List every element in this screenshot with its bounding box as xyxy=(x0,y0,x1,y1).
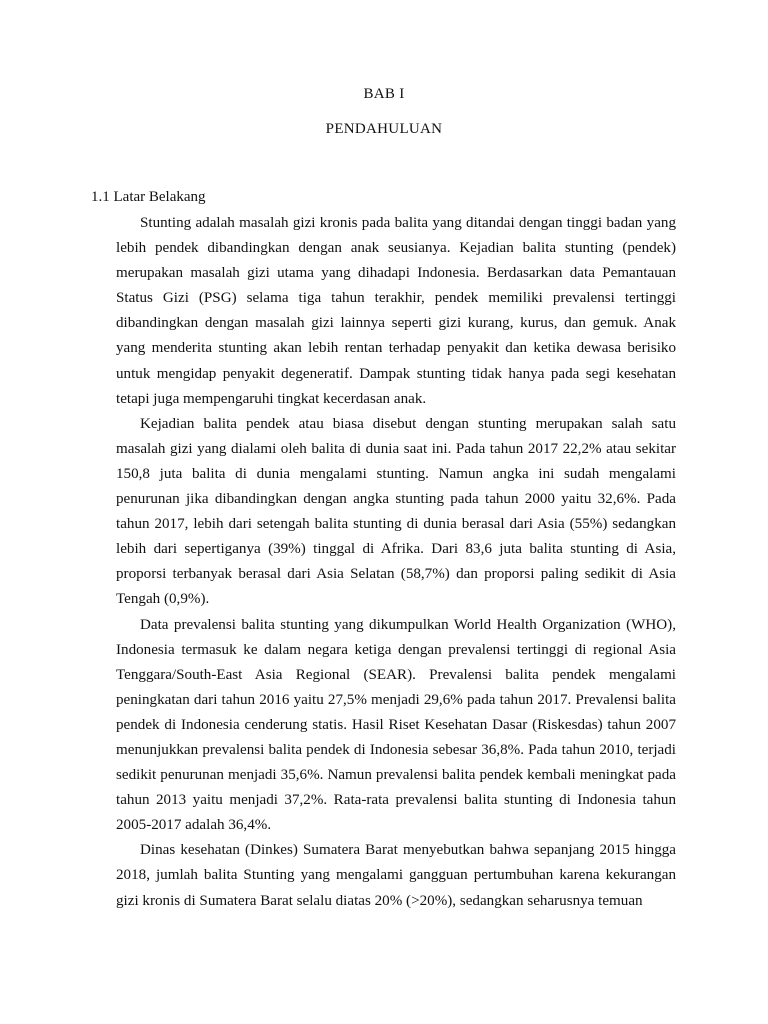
chapter-title: PENDAHULUAN xyxy=(325,121,443,137)
paragraph-3: Data prevalensi balita stunting yang dikumpulkan World Health Organization (WHO), Indonesia termasuk ke dalam negara ketiga dengan prevalensi tertinggi di regional Asia Tenggara/South-East Asia Regional (SEAR). Prevalensi balita pendek mengalami peningkatan dari tahun 2016 yaitu 27,5% menjadi 29,6% pada tahun 2017. Prevalensi balita pendek di Indonesia cenderung statis. Hasil Riset Kesehatan Dasar (Riskesdas) tahun 2007 menunjukkan prevalensi balita pendek di Indonesia sebesar 36,8%. Pada tahun 2010, terjadi sedikit penurunan menjadi 35,6%. Namun prevalensi balita pendek kembali meningkat pada tahun 2013 yaitu menjadi 37,2%. Rata-rata prevalensi balita stunting di Indonesia tahun 2005-2017 adalah 36,4%. xyxy=(116,616,676,834)
section-heading: 1.1 Latar Belakang xyxy=(91,189,206,205)
paragraph-1: Stunting adalah masalah gizi kronis pada balita yang ditandai dengan tinggi badan yang lebih pendek dibandingkan dengan anak seusianya. Kejadian balita stunting (pendek) merupakan masalah gizi utama yang dihadapi Indonesia. Berdasarkan data Pemantauan Status Gizi (PSG) selama tiga tahun terakhir, pendek memiliki prevalensi tertinggi dibandingkan dengan masalah gizi lainnya seperti gizi kurang, kurus, dan gemuk. Anak yang menderita stunting akan lebih rentan terhadap penyakit dan ketika dewasa berisiko untuk mengidap penyakit degeneratif. Dampak stunting tidak hanya pada segi kesehatan tetapi juga mempengaruhi tingkat kecerdasan anak. xyxy=(116,215,676,407)
paragraph-2: Kejadian balita pendek atau biasa disebut dengan stunting merupakan salah satu masalah gizi yang dialami oleh balita di dunia saat ini. Pada tahun 2017 22,2% atau sekitar 150,8 juta balita di dunia mengalami stunting. Namun angka ini sudah mengalami penurunan jika dibandingkan dengan angka stunting pada tahun 2000 yaitu 32,6%. Pada tahun 2017, lebih dari setengah balita stunting di dunia berasal dari Asia (55%) sedangkan lebih dari sepertiganya (39%) tinggal di Afrika. Dari 83,6 juta balita stunting di Asia, proporsi terbanyak berasal dari Asia Selatan (58,7%) dan proporsi paling sedikit di Asia Tengah (0,9%). xyxy=(116,415,676,608)
body-text xyxy=(116,211,676,914)
paragraph-4: Dinas kesehatan (Dinkes) Sumatera Barat menyebutkan bahwa sepanjang 2015 hingga 2018, jumlah balita Stunting yang mengalami gangguan pertumbuhan karena kekurangan gizi kronis di Sumatera Barat selalu diatas 20% (>20%), sedangkan seharusnya temuan xyxy=(116,842,676,909)
chapter-label: BAB I xyxy=(363,86,405,102)
